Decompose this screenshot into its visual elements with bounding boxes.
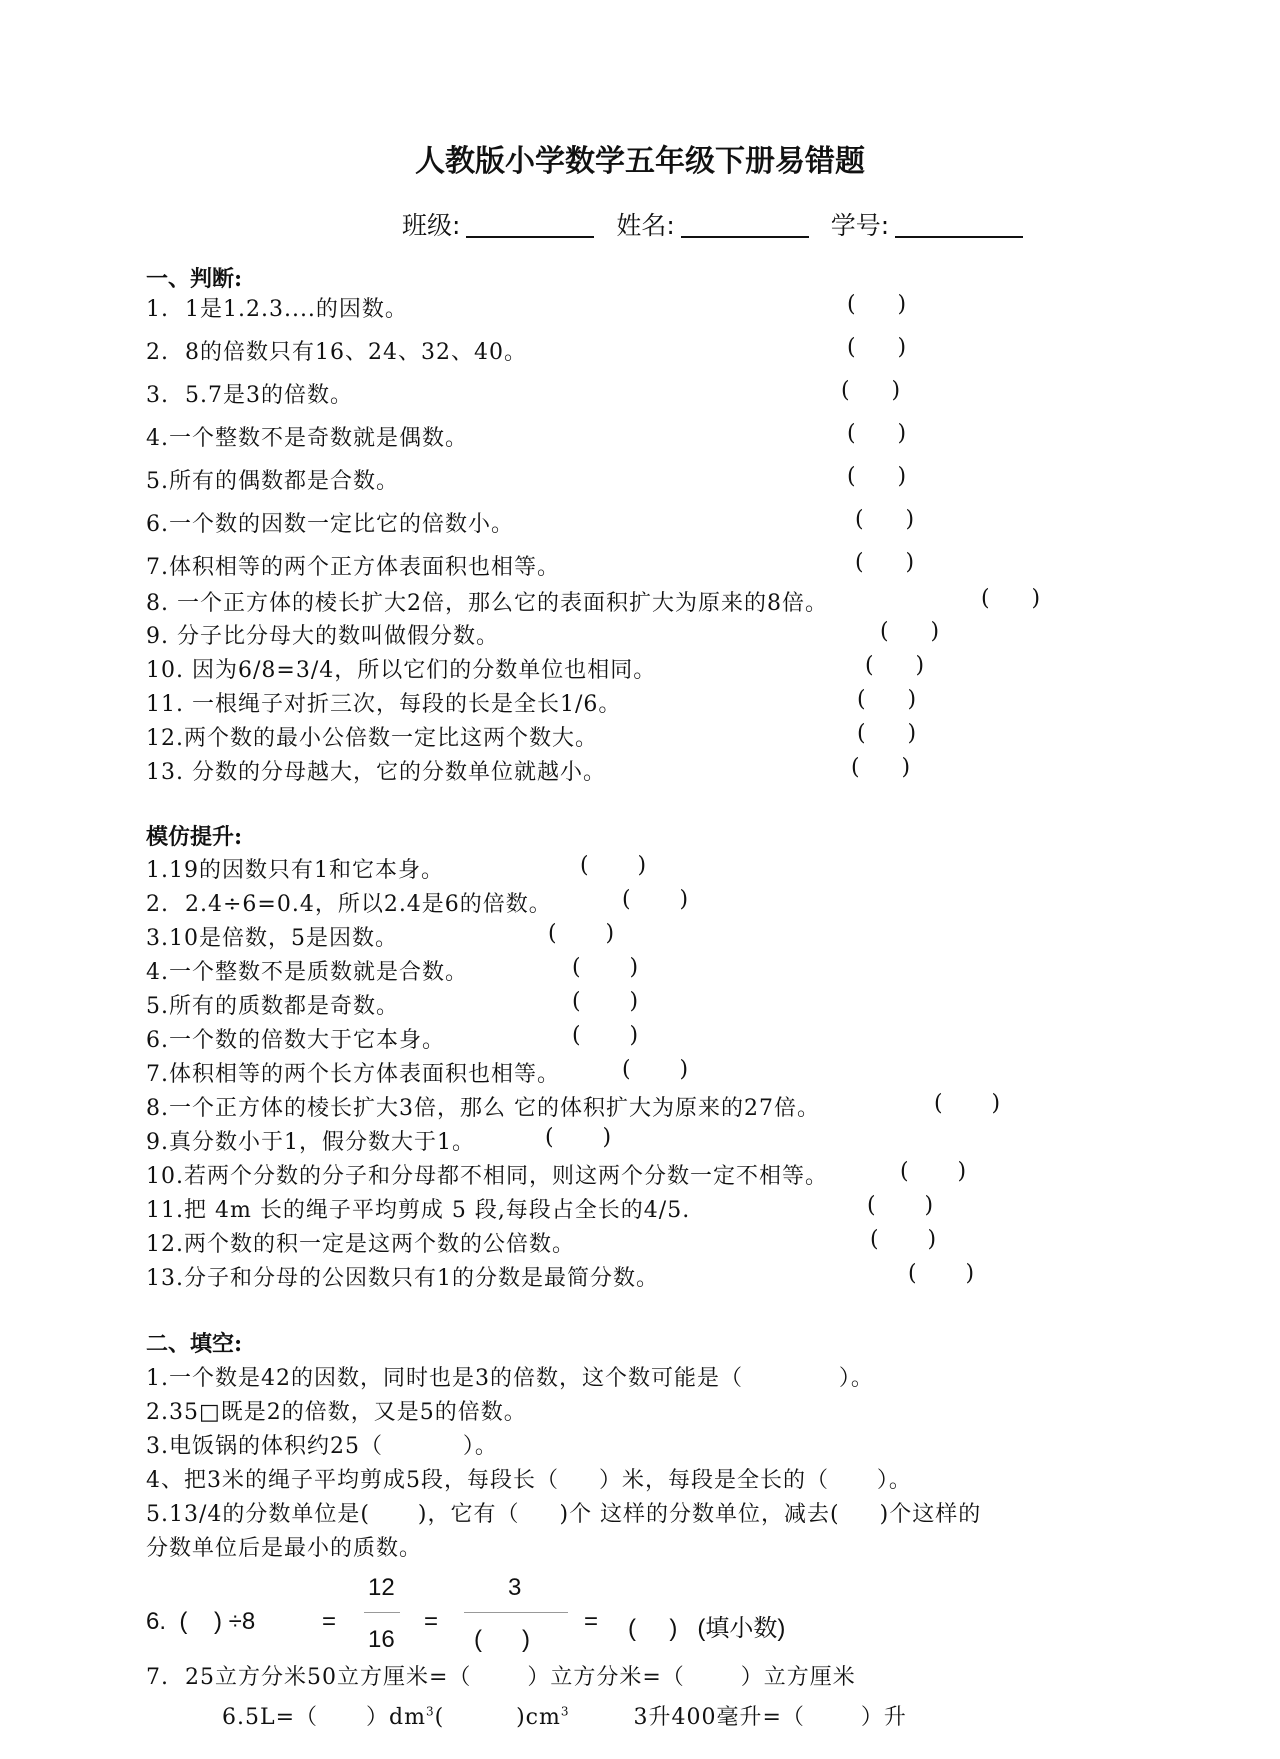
fill-blank-item: 分数单位后是最小的质数。 bbox=[146, 1536, 423, 1561]
practice-item: 5.所有的质数都是奇数。 bbox=[146, 994, 399, 1019]
q7-liters: 6.5L=（ ）dm bbox=[222, 1705, 426, 1730]
answer-parentheses[interactable]: ( ) bbox=[572, 989, 639, 1014]
practice-item: 12.两个数的积一定是这两个数的公倍数。 bbox=[146, 1232, 575, 1257]
q6-equals-3: = bbox=[584, 1608, 599, 1635]
judgement-item: 1. 1是1.2.3....的因数。 bbox=[146, 297, 408, 322]
q6-fraction-bar-2 bbox=[464, 1612, 568, 1613]
judgement-item: 7.体积相等的两个正方体表面积也相等。 bbox=[146, 555, 560, 580]
judgement-item: 8. 一个正方体的棱长扩大2倍，那么它的表面积扩大为原来的8倍。 bbox=[146, 591, 828, 616]
page-title: 人教版小学数学五年级下册易错题 bbox=[415, 144, 865, 179]
q7-dm-exponent: 3 bbox=[425, 1704, 435, 1719]
q6-denominator-2: ( ) bbox=[474, 1626, 530, 1653]
answer-parentheses[interactable]: ( ) bbox=[572, 1023, 639, 1048]
answer-parentheses[interactable]: ( ) bbox=[880, 619, 940, 644]
judgement-heading: 一、判断: bbox=[146, 266, 243, 292]
answer-parentheses[interactable]: ( ) bbox=[572, 955, 639, 980]
answer-parentheses[interactable]: ( ) bbox=[870, 1227, 937, 1252]
fill-blank-item: 1.一个数是42的因数，同时也是3的倍数，这个数可能是（ ）。 bbox=[146, 1366, 874, 1391]
answer-parentheses[interactable]: ( ) bbox=[548, 921, 615, 946]
answer-parentheses[interactable]: ( ) bbox=[622, 1057, 689, 1082]
answer-parentheses[interactable]: ( ) bbox=[847, 421, 907, 446]
fill-blank-item: 4、把3米的绳子平均剪成5段，每段长（ ）米，每段是全长的（ ）。 bbox=[146, 1468, 912, 1493]
student-info bbox=[402, 206, 1037, 242]
q6-numerator-2: 3 bbox=[508, 1574, 522, 1601]
answer-parentheses[interactable]: ( ) bbox=[855, 550, 915, 575]
practice-item: 7.体积相等的两个长方体表面积也相等。 bbox=[146, 1062, 560, 1087]
class-blank[interactable] bbox=[466, 210, 594, 238]
answer-parentheses[interactable]: ( ) bbox=[857, 687, 917, 712]
judgement-item: 3. 5.7是3的倍数。 bbox=[146, 383, 353, 408]
answer-parentheses[interactable]: ( ) bbox=[847, 335, 907, 360]
answer-parentheses[interactable]: ( ) bbox=[622, 887, 689, 912]
answer-parentheses[interactable]: ( ) bbox=[867, 1193, 934, 1218]
practice-item: 4.一个整数不是质数就是合数。 bbox=[146, 960, 468, 985]
judgement-item: 12.两个数的最小公倍数一定比这两个数大。 bbox=[146, 726, 598, 751]
judgement-item: 6.一个数的因数一定比它的倍数小。 bbox=[146, 512, 514, 537]
answer-parentheses[interactable]: ( ) bbox=[580, 853, 647, 878]
practice-item: 2. 2.4÷6=0.4，所以2.4是6的倍数。 bbox=[146, 892, 552, 917]
answer-parentheses[interactable]: ( ) bbox=[934, 1091, 1001, 1116]
judgement-item: 11. 一根绳子对折三次，每段的长是全长1/6。 bbox=[146, 692, 622, 717]
practice-item: 1.19的因数只有1和它本身。 bbox=[146, 858, 444, 883]
practice-item: 3.10是倍数，5是因数。 bbox=[146, 926, 398, 951]
id-blank[interactable] bbox=[895, 210, 1023, 238]
practice-heading: 模仿提升: bbox=[146, 824, 243, 850]
judgement-item: 9. 分子比分母大的数叫做假分数。 bbox=[146, 624, 499, 649]
q6-numerator-1: 12 bbox=[368, 1574, 395, 1601]
fill-blank-item: 2.35□既是2的倍数，又是5的倍数。 bbox=[146, 1400, 527, 1425]
question-7-line-2 bbox=[222, 1700, 907, 1731]
q6-denominator-1: 16 bbox=[368, 1626, 395, 1653]
q6-prefix: 6. ( ) ÷8 bbox=[146, 1608, 256, 1635]
judgement-item: 4.一个整数不是奇数就是偶数。 bbox=[146, 426, 468, 451]
answer-parentheses[interactable]: ( ) bbox=[847, 464, 907, 489]
judgement-item: 13. 分数的分母越大，它的分数单位就越小。 bbox=[146, 760, 606, 785]
practice-item: 13.分子和分母的公因数只有1的分数是最简分数。 bbox=[146, 1266, 659, 1291]
judgement-item: 5.所有的偶数都是合数。 bbox=[146, 469, 399, 494]
judgement-item: 10. 因为6/8=3/4，所以它们的分数单位也相同。 bbox=[146, 658, 657, 683]
answer-parentheses[interactable]: ( ) bbox=[847, 292, 907, 317]
practice-item: 9.真分数小于1，假分数大于1。 bbox=[146, 1130, 475, 1155]
judgement-item: 2. 8的倍数只有16、24、32、40。 bbox=[146, 340, 527, 365]
answer-parentheses[interactable]: ( ) bbox=[857, 721, 917, 746]
q6-equals-1: = bbox=[322, 1608, 337, 1635]
name-blank[interactable] bbox=[681, 210, 809, 238]
id-label: 学号: bbox=[830, 211, 890, 240]
answer-parentheses[interactable]: ( ) bbox=[900, 1159, 967, 1184]
question-7-line-1: 7. 25立方分米50立方厘米=（ ）立方分米=（ ）立方厘米 bbox=[146, 1665, 856, 1690]
answer-parentheses[interactable]: ( ) bbox=[908, 1261, 975, 1286]
q6-equals-2: = bbox=[424, 1608, 439, 1635]
answer-parentheses[interactable]: ( ) bbox=[851, 755, 911, 780]
q6-fraction-bar-1 bbox=[364, 1612, 400, 1613]
practice-item: 11.把 4m 长的绳子平均剪成 5 段,每段占全长的4/5. bbox=[146, 1198, 691, 1223]
fill-blank-item: 3.电饭锅的体积约25（ ）。 bbox=[146, 1434, 498, 1459]
practice-item: 10.若两个分数的分子和分母都不相同，则这两个分数一定不相等。 bbox=[146, 1164, 828, 1189]
answer-parentheses[interactable]: ( ) bbox=[855, 507, 915, 532]
q7-cm-exponent: 3 bbox=[560, 1704, 570, 1719]
fill-blank-heading: 二、填空: bbox=[146, 1331, 243, 1357]
answer-parentheses[interactable]: ( ) bbox=[545, 1125, 612, 1150]
q7-milliliters: 3升400毫升=（ ）升 bbox=[633, 1705, 907, 1730]
name-label: 姓名: bbox=[616, 211, 675, 240]
q7-cm: ( )cm bbox=[434, 1705, 561, 1730]
answer-parentheses[interactable]: ( ) bbox=[841, 378, 901, 403]
practice-item: 8.一个正方体的棱长扩大3倍，那么 它的体积扩大为原来的27倍。 bbox=[146, 1096, 820, 1121]
answer-parentheses[interactable]: ( ) bbox=[981, 586, 1041, 611]
fill-blank-item: 5.13/4的分数单位是( )，它有（ )个 这样的分数单位，减去( )个这样的 bbox=[146, 1502, 982, 1527]
q6-tail: ( ) (填小数) bbox=[628, 1615, 786, 1642]
class-label: 班级: bbox=[402, 211, 461, 240]
answer-parentheses[interactable]: ( ) bbox=[865, 653, 925, 678]
practice-item: 6.一个数的倍数大于它本身。 bbox=[146, 1028, 445, 1053]
